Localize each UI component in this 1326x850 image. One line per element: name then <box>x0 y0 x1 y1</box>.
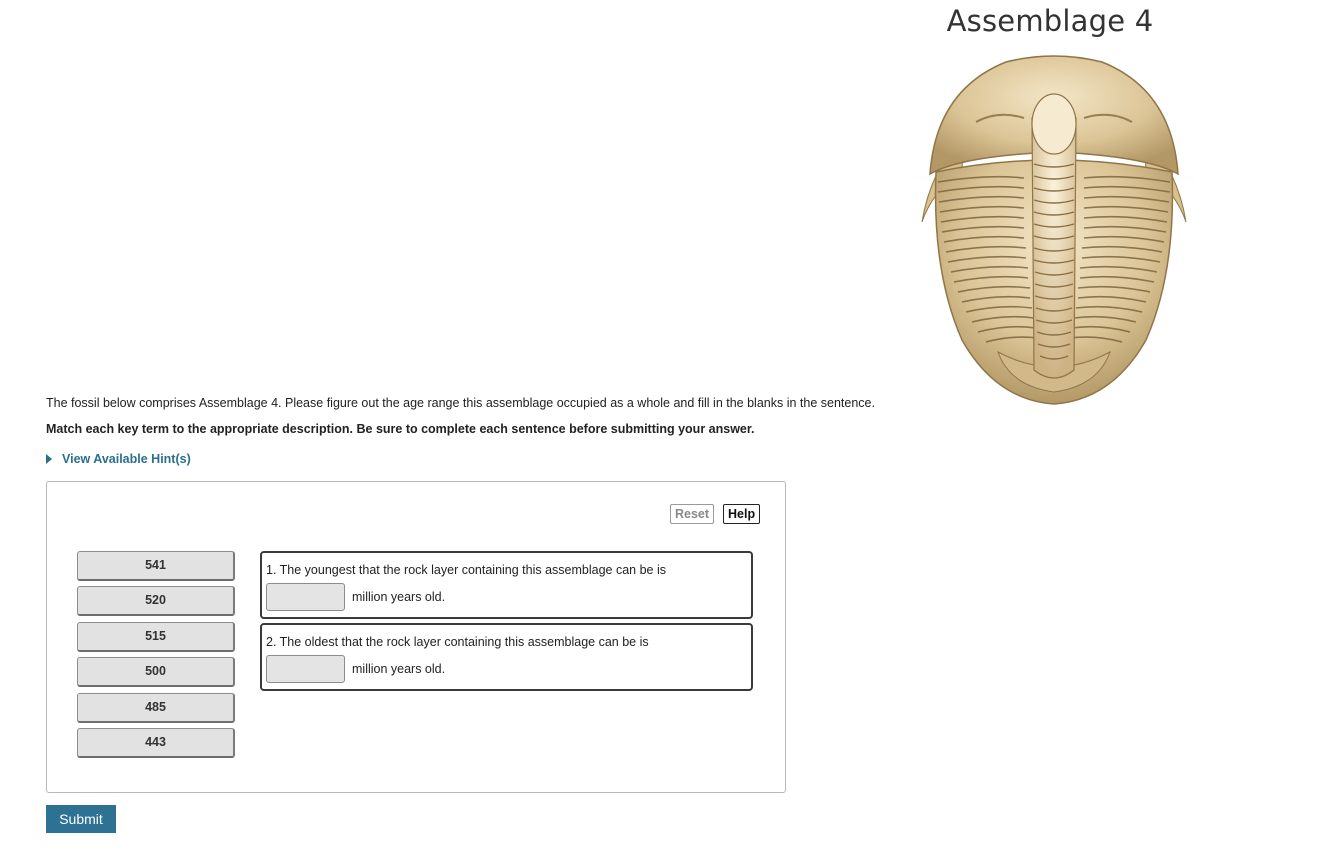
view-hints-link[interactable] <box>46 452 191 466</box>
help-button[interactable]: Help <box>723 504 760 524</box>
sentence-text: 1. The youngest that the rock layer containing this assemblage can be is <box>266 563 667 577</box>
term-tile[interactable]: 515 <box>77 622 235 652</box>
drop-target-1[interactable] <box>266 583 345 611</box>
figure-title: Assemblage 4 <box>946 4 1154 38</box>
matching-panel <box>46 481 786 793</box>
drop-target-2[interactable] <box>266 655 345 683</box>
trilobite-fossil-image <box>906 52 1202 408</box>
sentence-suffix: million years old. <box>352 590 446 604</box>
term-tile[interactable]: 443 <box>77 728 235 758</box>
reset-button[interactable]: Reset <box>670 504 714 524</box>
term-tile[interactable]: 500 <box>77 657 235 687</box>
submit-button[interactable]: Submit <box>46 805 116 833</box>
instructions-text: Match each key term to the appropriate description. Be sure to complete each sentence before submitting your answer. <box>46 422 755 436</box>
caret-right-icon <box>46 454 52 464</box>
term-tile[interactable]: 485 <box>77 693 235 723</box>
view-hints-label: View Available Hint(s) <box>62 452 191 466</box>
sentence-box-2 <box>260 623 753 691</box>
sentence-text: 2. The oldest that the rock layer containing this assemblage can be is <box>266 635 649 649</box>
sentence-suffix: million years old. <box>352 662 446 676</box>
term-tile[interactable]: 520 <box>77 586 235 616</box>
intro-text: The fossil below comprises Assemblage 4. Please figure out the age range this assemblage occupied as a whole and fill in the blanks in the sentence. <box>46 396 875 410</box>
sentence-box-1 <box>260 551 753 619</box>
term-tile[interactable]: 541 <box>77 551 235 581</box>
